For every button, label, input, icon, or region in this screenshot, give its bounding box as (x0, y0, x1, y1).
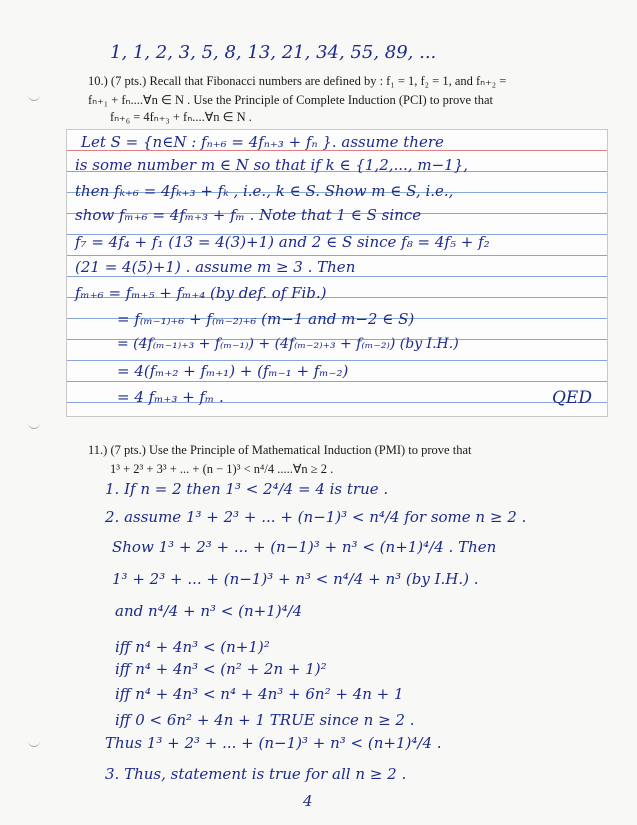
qed-mark: QED (552, 388, 592, 408)
proof-line: iff n⁴ + 4n³ < (n+1)² (115, 638, 270, 656)
binder-hole-mark (28, 420, 40, 429)
card-line: show fₘ₊₆ = 4fₘ₊₃ + fₘ . Note that 1 ∈ S since (75, 206, 422, 224)
proof-line: Show 1³ + 2³ + ... + (n−1)³ + n³ < (n+1)⁴/4 . Then (112, 538, 497, 556)
card-line: Let S = {n∈N : fₙ₊₆ = 4fₙ₊₃ + fₙ }. assume there (81, 133, 444, 151)
card-line: = 4(fₘ₊₂ + fₘ₊₁) + (fₘ₋₁ + fₘ₋₂) (117, 362, 349, 380)
card-line: (21 = 4(5)+1) . assume m ≥ 3 . Then (75, 258, 356, 276)
card-line: = 4 fₘ₊₃ + fₘ . (117, 388, 224, 406)
proof-line: Thus 1³ + 2³ + ... + (n−1)³ + n³ < (n+1)⁴/4 . (105, 734, 442, 752)
proof-line: iff n⁴ + 4n³ < n⁴ + 4n³ + 6n² + 4n + 1 (115, 685, 404, 703)
proof-line: 3. Thus, statement is true for all n ≥ 2 . (105, 765, 407, 783)
card-line: f₇ = 4f₄ + f₁ (13 = 4(3)+1) and 2 ∈ S since f₈ = 4f₅ + f₂ (75, 233, 490, 251)
card-line: is some number m ∈ N so that if k ∈ {1,2,..., m−1}, (75, 156, 469, 174)
proof-line: iff n⁴ + 4n³ < (n² + 2n + 1)² (115, 660, 327, 678)
proof-line: 2. assume 1³ + 2³ + ... + (n−1)³ < n⁴/4 for some n ≥ 2 . (105, 508, 527, 526)
binder-hole-mark (28, 738, 40, 747)
problem-10-line-1: 10.) (7 pts.) Recall that Fibonacci numbers are defined by : f₁ = 1, f₂ = 1, and fₙ₊₂ = (88, 74, 507, 88)
page-number: 4 (303, 792, 313, 810)
fibonacci-sequence-note: 1, 1, 2, 3, 5, 8, 13, 21, 34, 55, 89, ... (110, 42, 437, 63)
problem-11-line-1: 11.) (7 pts.) Use the Principle of Mathematical Induction (PMI) to prove that (88, 443, 472, 457)
index-card (66, 129, 608, 417)
binder-hole-mark (28, 92, 40, 101)
problem-10-line-2: fₙ₊₁ + fₙ....∀n ∈ N . Use the Principle of Complete Induction (PCI) to prove that (88, 93, 493, 107)
card-line: = f₍ₘ₋₁₎₊₆ + f₍ₘ₋₂₎₊₆ (m−1 and m−2 ∈ S) (117, 310, 415, 328)
proof-line: 1³ + 2³ + ... + (n−1)³ + n³ < n⁴/4 + n³ (by I.H.) . (112, 570, 479, 588)
proof-line: and n⁴/4 + n³ < (n+1)⁴/4 (115, 602, 303, 620)
card-line: = (4f₍ₘ₋₁₎₊₃ + f₍ₘ₋₁₎) + (4f₍ₘ₋₂₎₊₃ + f₍ₘ₋₂₎) (by I.H.) (117, 336, 459, 352)
problem-10-line-3: fₙ₊₆ = 4fₙ₊₃ + fₙ....∀n ∈ N . (110, 110, 252, 124)
card-line: then fₖ₊₆ = 4fₖ₊₃ + fₖ , i.e., k ∈ S. Show m ∈ S, i.e., (75, 182, 454, 200)
card-line: fₘ₊₆ = fₘ₊₅ + fₘ₊₄ (by def. of Fib.) (75, 284, 327, 302)
proof-line: iff 0 < 6n² + 4n + 1 TRUE since n ≥ 2 . (115, 711, 415, 729)
problem-11-line-2: 1³ + 2³ + 3³ + ... + (n − 1)³ < n⁴/4 .....∀n ≥ 2 . (110, 462, 334, 476)
proof-line: 1. If n = 2 then 1³ < 2⁴/4 = 4 is true . (105, 480, 389, 498)
